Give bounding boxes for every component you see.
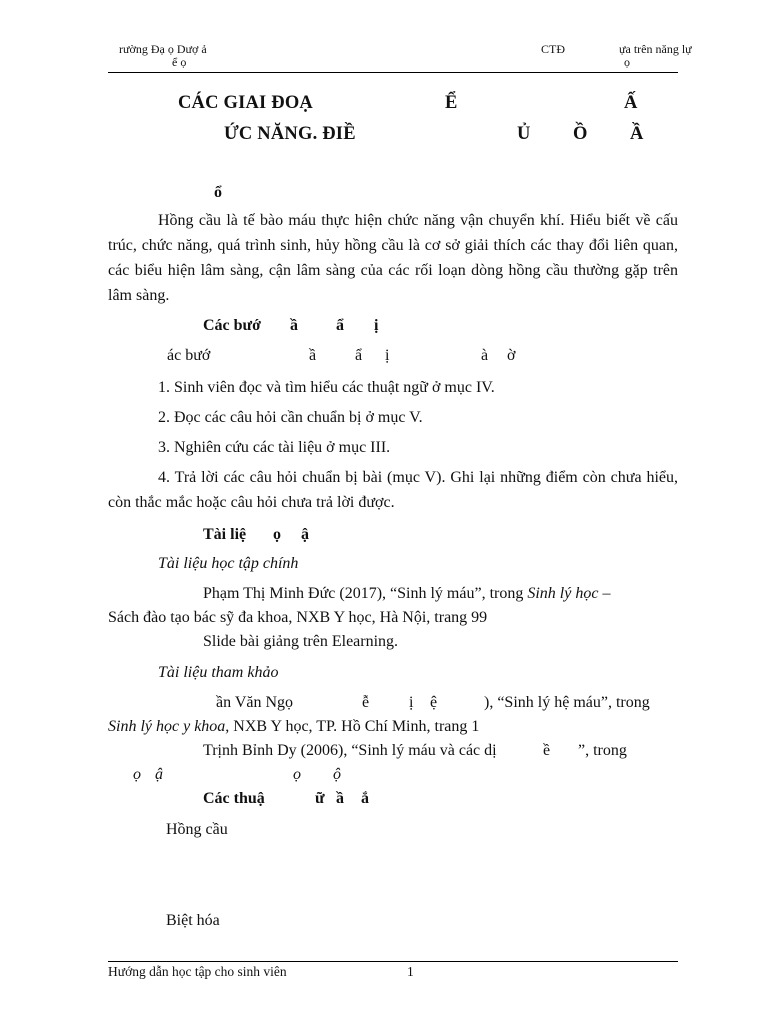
refs-ref2-part4: ọ xyxy=(133,766,141,783)
refs-heading-part2: ọ xyxy=(273,526,281,543)
header-rule xyxy=(108,72,678,73)
prep-step-3: 3. Nghiên cứu các tài liệu ở mục III. xyxy=(158,439,391,456)
refs-ref1-cont xyxy=(108,714,479,739)
refs-ref2-part6: ọ xyxy=(293,766,301,783)
page-number: 1 xyxy=(407,964,414,979)
refs-main-2: Slide bài giảng trên Elearning. xyxy=(203,633,399,650)
refs-ref1-part5: ), “Sinh lý hệ máu”, trong xyxy=(484,694,650,711)
refs-ref2-part3: ”, trong xyxy=(578,742,627,759)
prep-step-2: 2. Đọc các câu hỏi cần chuẩn bị ở mục V. xyxy=(158,409,423,426)
refs-heading-part1: Tài liệ xyxy=(203,526,247,543)
title-line1-part2: Ể xyxy=(445,93,458,113)
refs-ref1-part3: ị xyxy=(409,694,414,711)
refs-main-label: Tài liệu học tập chính xyxy=(158,555,299,572)
term-item-1: Hồng cầu xyxy=(166,821,228,838)
terms-heading-part3: ầ xyxy=(336,790,344,807)
header-right-line2: ọ xyxy=(624,55,630,69)
title-line1-part3: Ấ xyxy=(624,93,638,113)
terms-heading-part1: Các thuậ xyxy=(203,790,265,807)
intro-paragraph: Hồng cầu là tế bào máu thực hiện chức năng vận chuyển khí. Hiểu biết về cấu trúc, chức năng, quá trình sinh, hủy hồng cầu là cơ sở giải thích các thay đổi liên quan, các biểu hiện lâm sàng, cận lâm sàng của các rối loạn dòng hồng cầu thường gặp trên lâm sàng. xyxy=(108,212,678,304)
refs-ref2-part2: ề xyxy=(543,742,551,759)
prep-sub-part6: ờ xyxy=(507,347,516,364)
refs-ref2-part5: ậ xyxy=(155,766,163,783)
term-item-2: Biệt hóa xyxy=(166,912,220,929)
refs-ref1-part4: ệ xyxy=(430,694,438,711)
refs-main-1-authors: Phạm Thị Minh Đức (2017), “Sinh lý máu”, trong xyxy=(203,585,528,602)
prep-sub-part5: à xyxy=(481,347,489,364)
prep-heading-part3: ẩ xyxy=(336,317,344,334)
refs-ref-label: Tài liệu tham khảo xyxy=(158,664,279,681)
refs-ref2-part1: Trịnh Bỉnh Dy (2006), “Sinh lý máu và các dị xyxy=(203,742,497,759)
refs-main-1-book: Sinh lý học – xyxy=(527,585,611,602)
refs-main-1-cont: Sách đào tạo bác sỹ đa khoa, NXB Y học, Hà Nội, trang 99 xyxy=(108,609,488,626)
refs-heading-part3: ậ xyxy=(301,526,309,543)
prep-step-4: 4. Trả lời các câu hỏi chuẩn bị bài (mục V). Ghi lại những điểm còn chưa hiểu, còn thắc mắc hoặc câu hỏi chưa trả lời được. xyxy=(108,469,678,511)
header-center: CTĐ xyxy=(541,42,565,56)
header-right-line1: ựa trên năng lự xyxy=(619,42,692,56)
terms-heading-part2: ữ xyxy=(315,790,325,807)
footer-rule xyxy=(108,961,678,962)
title-line2-part2: Ủ xyxy=(517,124,531,144)
prep-heading-part2: ầ xyxy=(290,317,298,334)
title-line2-part3: Ồ xyxy=(573,124,588,144)
prep-sub-part4: ị xyxy=(385,347,390,364)
title-line2-part4: Ầ xyxy=(630,124,644,144)
refs-main-1-text xyxy=(203,581,610,606)
footer-left: Hướng dẫn học tập cho sinh viên xyxy=(108,964,287,979)
refs-ref1-part2: ễ xyxy=(362,694,370,711)
prep-step-1: 1. Sinh viên đọc và tìm hiểu các thuật ngữ ở mục IV. xyxy=(158,379,495,396)
refs-ref1-book: Sinh lý học y khoa xyxy=(108,718,226,735)
refs-ref1-part1: ần Văn Ngọ xyxy=(216,694,294,711)
prep-sub-part1: ác bướ xyxy=(167,347,211,364)
header-left-line1: rường Đạ ọ Dượ ả xyxy=(119,42,207,56)
title-line2-part1: ỨC NĂNG. ĐIỀ xyxy=(224,124,356,144)
header-left-line2: ể ọ xyxy=(172,55,187,69)
section-mark: ổ xyxy=(214,184,222,201)
terms-heading-part4: ắ xyxy=(361,790,369,807)
prep-heading-part1: Các bướ xyxy=(203,317,262,334)
title-line1-part1: CÁC GIAI ĐOẠ xyxy=(178,93,313,113)
prep-sub-part2: ầ xyxy=(309,347,317,364)
prep-heading-part4: ị xyxy=(374,317,379,334)
refs-ref2-part7: ộ xyxy=(333,766,341,783)
prep-sub-part3: ẩ xyxy=(355,347,363,364)
refs-ref1-publisher: , NXB Y học, TP. Hồ Chí Minh, trang 1 xyxy=(225,718,480,735)
